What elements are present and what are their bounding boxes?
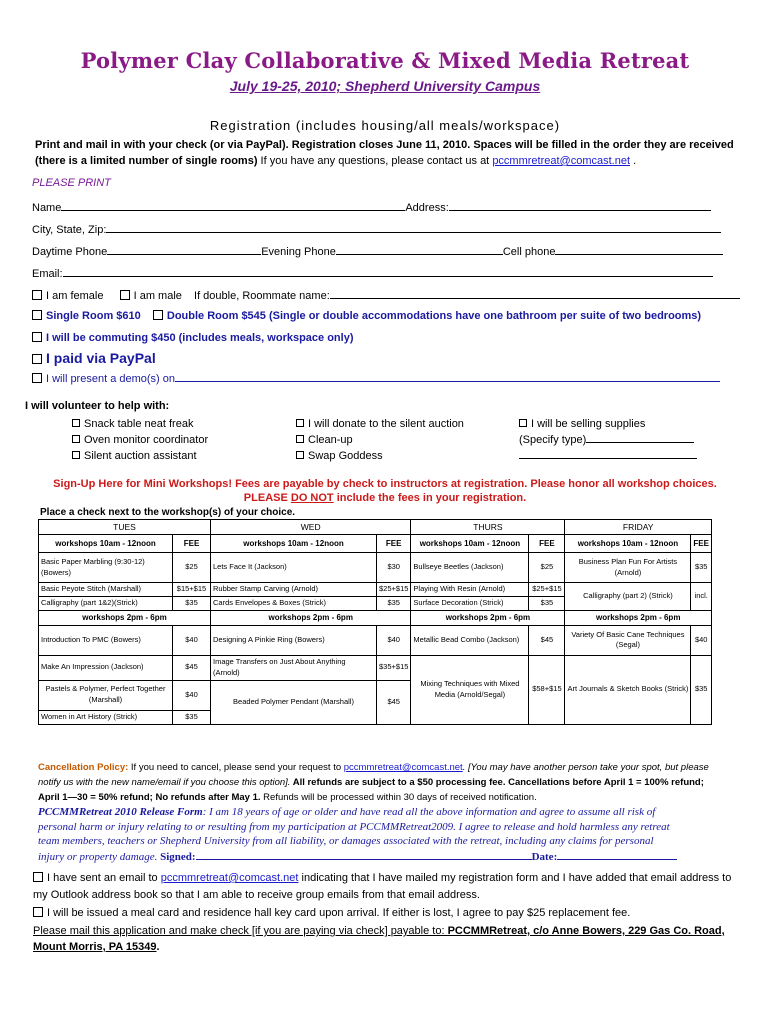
afternoon-label: workshops 2pm - 6pm xyxy=(565,611,712,626)
intro-line-1: Print and mail in with your check (or via PayPal). Registration closes June 11, 2010. Spaces will be filled in the order they are received xyxy=(35,139,734,151)
gender-row xyxy=(32,288,740,302)
workshop-cell[interactable]: Lets Face It (Jackson) xyxy=(211,553,377,583)
name-label: Name xyxy=(32,202,62,214)
snack-checkbox[interactable] xyxy=(72,419,80,427)
swap-checkbox[interactable] xyxy=(296,451,304,459)
female-checkbox[interactable] xyxy=(32,290,42,300)
selling-checkbox[interactable] xyxy=(519,419,527,427)
morning-label: workshops 10am - 12noon xyxy=(39,535,173,553)
place-check-instruction: Place a check next to the workshop(s) of your choice. xyxy=(40,507,296,518)
email-confirmation: I have sent an email to pccmmretreat@comcast.net indicating that I have mailed my registration form and I have added that email address to my Outlook address book so that I am able to receive group emails from that email address. xyxy=(33,872,732,901)
morning-label: workshops 10am - 12noon xyxy=(211,535,377,553)
workshop-cell[interactable]: Women in Art History (Strick) xyxy=(39,710,173,724)
email-confirm-checkbox[interactable] xyxy=(33,872,43,882)
volunteer-option: Swap Goddess xyxy=(308,450,383,462)
afternoon-label: workshops 2pm - 6pm xyxy=(39,611,211,626)
fee-cell: $35+$15 xyxy=(377,655,411,680)
single-room-label: Single Room $610 xyxy=(46,310,141,322)
cancellation-email-link[interactable]: pccmmretreat@comcast.net xyxy=(343,762,463,773)
signup-line-2: PLEASE DO NOT include the fees in your registration. xyxy=(243,492,527,504)
fee-cell: $15+$15 xyxy=(173,583,211,597)
fee-cell: incl. xyxy=(691,583,712,611)
workshop-cell[interactable]: Art Journals & Sketch Books (Strick) xyxy=(565,655,691,724)
morning-label: workshops 10am - 12noon xyxy=(565,535,691,553)
morning-label: workshops 10am - 12noon xyxy=(411,535,529,553)
city-row xyxy=(32,222,721,236)
city-label: City, State, Zip: xyxy=(32,224,107,236)
workshop-table xyxy=(38,519,712,725)
workshop-cell[interactable]: Designing A Pinkie Ring (Bowers) xyxy=(211,625,377,655)
volunteer-option: Snack table neat freak xyxy=(84,418,194,430)
date-field[interactable] xyxy=(557,849,677,860)
fee-cell: $40 xyxy=(173,680,211,710)
email-label: Email: xyxy=(32,268,63,280)
single-room-checkbox[interactable] xyxy=(32,310,42,320)
workshop-cell[interactable]: Business Plan Fun For Artists (Arnold) xyxy=(565,553,691,583)
city-field[interactable] xyxy=(106,222,721,233)
double-room-label: Double Room $545 (Single or double accommodations have one bathroom per suite of two bedrooms) xyxy=(166,310,702,322)
volunteer-option: Silent auction assistant xyxy=(84,450,197,462)
fee-cell: $35 xyxy=(377,597,411,611)
female-label: I am female xyxy=(46,290,104,302)
demo-checkbox[interactable] xyxy=(32,373,42,383)
workshop-cell[interactable]: Playing With Resin (Arnold) xyxy=(411,583,529,597)
workshop-cell[interactable]: Surface Decoration (Strick) xyxy=(411,597,529,611)
fee-cell: $58+$15 xyxy=(529,655,565,724)
mailing-instructions: Please mail this application and make check [if you are paying via check] payable to: PCCMMRetreat, c/o Anne Bowers, 229 Gas Co. Road, Mount Morris, PA 15349. xyxy=(33,925,725,953)
paypal-row xyxy=(32,350,156,366)
please-print: PLEASE PRINT xyxy=(32,177,111,189)
workshop-cell[interactable]: Pastels & Polymer, Perfect Together (Marshall) xyxy=(39,680,173,710)
contact-email-link[interactable]: pccmmretreat@comcast.net xyxy=(492,155,631,167)
volunteer-heading: I will volunteer to help with: xyxy=(25,400,170,412)
fee-cell: $45 xyxy=(173,655,211,680)
phone-row xyxy=(32,244,723,258)
workshop-cell[interactable]: Calligraphy (part 2) (Strick) xyxy=(565,583,691,611)
workshop-cell[interactable]: Calligraphy (part 1&2)(Strick) xyxy=(39,597,173,611)
fee-header: FEE xyxy=(173,535,211,553)
fee-cell: $35 xyxy=(173,597,211,611)
page-title: Polymer Clay Collaborative & Mixed Media Retreat xyxy=(80,48,690,73)
fee-header: FEE xyxy=(691,535,712,553)
cancellation-label: Cancellation Policy: xyxy=(38,762,129,773)
specify-field[interactable] xyxy=(586,432,694,443)
volunteer-col-3 xyxy=(519,416,697,464)
workshop-cell[interactable]: Cards Envelopes & Boxes (Strick) xyxy=(211,597,377,611)
workshop-cell[interactable]: Beaded Polymer Pendant (Marshall) xyxy=(211,680,377,724)
date-label: Date: xyxy=(531,850,558,863)
event-dates: July 19-25, 2010; Shepherd University Campus xyxy=(229,78,541,94)
intro-single-rooms: (there is a limited number of single rooms) xyxy=(35,155,258,167)
day-phone-field[interactable] xyxy=(107,244,261,255)
fee-cell: $35 xyxy=(691,553,712,583)
day-header-wed: WED xyxy=(211,520,411,535)
fee-cell: $35 xyxy=(691,655,712,724)
fee-cell: $40 xyxy=(173,625,211,655)
workshop-cell[interactable]: Introduction To PMC (Bowers) xyxy=(39,625,173,655)
fee-cell: $25+$15 xyxy=(529,583,565,597)
fee-cell: $45 xyxy=(529,625,565,655)
afternoon-label: workshops 2pm - 6pm xyxy=(211,611,411,626)
eve-phone-field[interactable] xyxy=(336,244,503,255)
day-phone-label: Daytime Phone xyxy=(32,246,108,258)
double-room-checkbox[interactable] xyxy=(153,310,163,320)
fee-header: FEE xyxy=(529,535,565,553)
workshop-cell[interactable]: Image Transfers on Just About Anything (Arnold) xyxy=(211,655,377,680)
workshop-cell[interactable]: Basic Paper Marbling (9:30-12)(Bowers) xyxy=(39,553,173,583)
signup-line-1: Sign-Up Here for Mini Workshops! Fees are payable by check to instructors at registration. Please honor all workshop choices. xyxy=(53,478,717,490)
meal-card-label: I will be issued a meal card and residence hall key card upon arrival. If either is lost, I agree to pay $25 replacement fee. xyxy=(47,907,631,919)
demo-label: I will present a demo(s) on xyxy=(46,373,175,385)
release-label: PCCMMRetreat 2010 Release Form xyxy=(38,806,203,818)
roommate-label: If double, Roommate name: xyxy=(194,290,330,302)
intro-contact-text: If you have any questions, please contact us at xyxy=(257,155,493,167)
day-header-tues: TUES xyxy=(39,520,211,535)
fee-cell: $45 xyxy=(377,680,411,724)
afternoon-label: workshops 2pm - 6pm xyxy=(411,611,565,626)
auction-assistant-checkbox[interactable] xyxy=(72,451,80,459)
confirm-email-link[interactable]: pccmmretreat@comcast.net xyxy=(160,872,299,884)
commuting-checkbox[interactable] xyxy=(32,332,42,342)
email-row xyxy=(32,266,713,280)
volunteer-col-2 xyxy=(296,416,464,464)
name-row xyxy=(32,200,711,214)
roommate-field[interactable] xyxy=(330,288,740,299)
fee-cell: $25+$15 xyxy=(377,583,411,597)
commuting-row xyxy=(32,332,353,344)
fee-cell: $25 xyxy=(529,553,565,583)
fee-header: FEE xyxy=(377,535,411,553)
fee-cell: $40 xyxy=(691,625,712,655)
workshop-cell[interactable]: Mixing Techniques with Mixed Media (Arnold/Segal) xyxy=(411,655,529,724)
cleanup-checkbox[interactable] xyxy=(296,435,304,443)
volunteer-option: I will donate to the silent auction xyxy=(308,418,464,430)
workshop-cell[interactable]: Variety Of Basic Cane Techniques (Segal) xyxy=(565,625,691,655)
signature-field[interactable] xyxy=(196,849,532,860)
fee-cell: $30 xyxy=(377,553,411,583)
meal-card-row xyxy=(33,907,630,919)
workshop-cell[interactable]: Rubber Stamp Carving (Arnold) xyxy=(211,583,377,597)
address-label: Address: xyxy=(405,202,449,214)
volunteer-col-1 xyxy=(72,416,208,464)
cancellation-policy: Cancellation Policy: If you need to cancel, please send your request to pccmmretreat@comcast.net. [You may have another person take your spot, but please notify us with the new name/email if you choose this option]. All refunds are subject to a $50 processing fee. Cancellations before April 1 = 100% refund; April 1—30 = 50% refund; No refunds after May 1. Refunds will be processed within 30 days of received notification. xyxy=(38,762,709,803)
address-field[interactable] xyxy=(449,200,711,211)
demo-field[interactable] xyxy=(175,371,720,382)
fee-cell: $25 xyxy=(173,553,211,583)
registration-heading: Registration (includes housing/all meals/workspace) xyxy=(209,118,561,133)
volunteer-option: I will be selling supplies xyxy=(531,418,646,430)
oven-checkbox[interactable] xyxy=(72,435,80,443)
room-options-row xyxy=(32,310,701,322)
fee-cell: $35 xyxy=(529,597,565,611)
email-field[interactable] xyxy=(63,266,713,277)
day-header-friday: FRIDAY xyxy=(565,520,712,535)
fee-cell: $40 xyxy=(377,625,411,655)
volunteer-option: Oven monitor coordinator xyxy=(84,434,209,446)
intro-line-2: (there is a limited number of single rooms) If you have any questions, please contact us at pccmmretreat@comcast.net . xyxy=(35,155,637,167)
signed-label: Signed: xyxy=(160,850,196,863)
cell-phone-label: Cell phone xyxy=(502,246,556,258)
cell-phone-field[interactable] xyxy=(555,244,723,255)
workshop-cell[interactable]: Metallic Bead Combo (Jackson) xyxy=(411,625,529,655)
commuting-label: I will be commuting $450 (includes meals, workspace only) xyxy=(46,332,354,344)
mail-address-line-1: PCCMMRetreat, c/o Anne Bowers, 229 Gas Co. Road, xyxy=(447,925,725,937)
specify-label: (Specify type) xyxy=(519,434,587,446)
male-label: I am male xyxy=(133,290,182,302)
workshop-cell[interactable]: Bullseye Beetles (Jackson) xyxy=(411,553,529,583)
name-field[interactable] xyxy=(61,200,405,211)
fee-cell: $35 xyxy=(173,710,211,724)
day-header-thurs: THURS xyxy=(411,520,565,535)
specify-field-2[interactable] xyxy=(519,448,697,459)
mail-address-line-2: Mount Morris, PA 15349 xyxy=(33,941,157,953)
eve-phone-label: Evening Phone xyxy=(261,246,336,258)
paypal-checkbox[interactable] xyxy=(32,354,42,364)
demo-row xyxy=(32,371,720,385)
donate-checkbox[interactable] xyxy=(296,419,304,427)
male-checkbox[interactable] xyxy=(120,290,130,300)
release-form: PCCMMRetreat 2010 Release Form: I am 18 years of age or older and have read all the above information and agree to assume all risk of personal harm or injury relating to or resulting from my participation at PCCMMRetreat2009. I agree to release and hold harmless any retreat team members, teachers or Shepherd University from all liability, or damages associated with the retreat, including any claims for personal injury or property damage. Signed: Date: xyxy=(38,805,677,864)
workshop-cell[interactable]: Basic Peyote Stitch (Marshall) xyxy=(39,583,173,597)
volunteer-option: Clean-up xyxy=(308,434,353,446)
workshop-cell[interactable]: Make An Impression (Jackson) xyxy=(39,655,173,680)
paypal-label: I paid via PayPal xyxy=(46,350,156,366)
meal-card-checkbox[interactable] xyxy=(33,907,43,917)
